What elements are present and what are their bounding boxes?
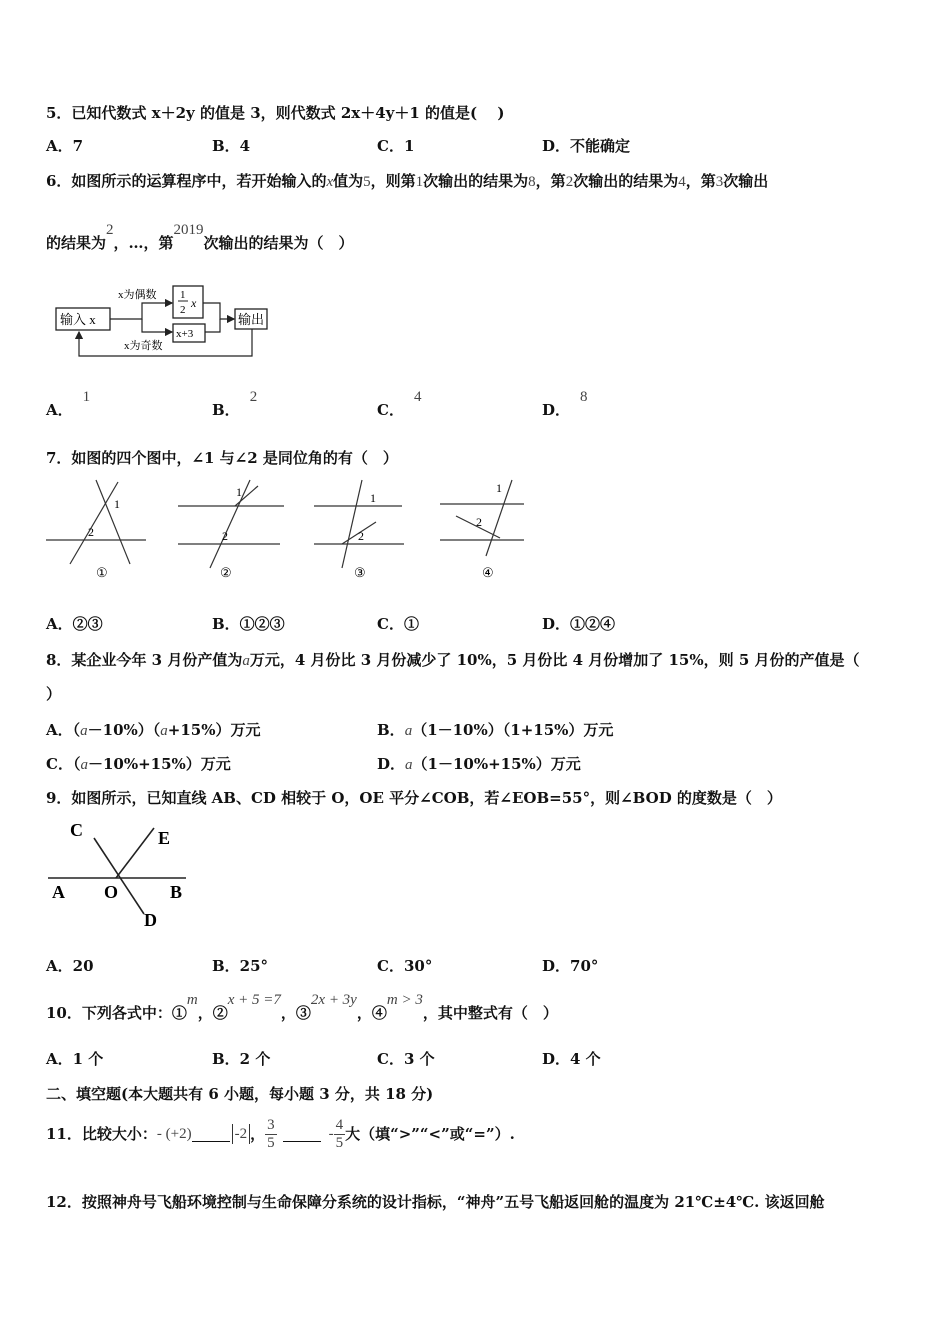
q7-option-d: D．①②④ — [542, 615, 616, 633]
q7-f2-label: ② — [220, 565, 232, 580]
q9-label-c: C — [70, 820, 83, 840]
q7-f4-angle1: 1 — [496, 481, 502, 495]
q10-option-c: C．3 个 — [377, 1050, 435, 1068]
q11-blank-2[interactable] — [283, 1127, 321, 1142]
q7-f3-angle2: 2 — [358, 529, 364, 543]
q7-f1-label: ① — [96, 565, 108, 580]
flow-half-box — [173, 286, 203, 318]
flow-even-arrow — [110, 303, 172, 319]
q11-expr-2: -2 — [232, 1124, 251, 1144]
q7-option-a: A．②③ — [46, 615, 103, 633]
q11-expr-1: - (+2) — [156, 1126, 192, 1142]
q9-label-b: B — [170, 882, 183, 902]
q7-f3-angle1: 1 — [370, 491, 376, 505]
flow-loop-arrow — [79, 329, 252, 356]
q6-flowchart — [52, 282, 278, 360]
q11-fraction-1: $\frac{3}{5}$ — [267, 1116, 275, 1151]
q9-label-d: D — [144, 910, 157, 930]
q8-option-b: B．a（1－10%）（1+15%）万元 — [377, 721, 614, 739]
q7-f1-angle1: 1 — [114, 497, 120, 511]
q6-option-c: C．4 — [377, 389, 422, 419]
flow-merge-bottom — [205, 319, 220, 332]
flow-output-label: 输出 — [238, 312, 265, 327]
q5-option-b: B．4 — [212, 137, 251, 155]
q10-stem: 10．下列各式中：①m，②x + 5 =7，③2x + 3y，④m > 3，其中整式有（ ） — [46, 992, 558, 1022]
q6-option-d: D．8 — [542, 389, 588, 419]
q7-f1-angle2: 2 — [88, 525, 94, 539]
q10-option-d: D．4 个 — [542, 1050, 601, 1068]
q6-stem-line2: 的结果为2，…，第2019次输出的结果为（ ） — [46, 222, 354, 252]
q7-figure-4 — [440, 480, 524, 580]
q5-option-d: D．不能确定 — [542, 137, 631, 155]
q6-option-a: A．1 — [46, 389, 91, 419]
q8-var-a: a — [242, 653, 250, 669]
flow-odd-arrow — [142, 319, 172, 332]
flow-input-label: 输入 x — [60, 312, 96, 327]
flow-odd-label: x为奇数 — [124, 340, 163, 352]
q9-line-cd — [94, 838, 144, 914]
q7-f4-label: ④ — [482, 565, 494, 580]
q10-expr-4: m > 3 — [386, 992, 423, 1008]
q9-label-o: O — [104, 882, 119, 902]
q11-blank-1[interactable] — [192, 1127, 230, 1142]
q8-stem: 8．某企业今年 3 月份产值为a万元，4 月份比 3 月份减少了 10%，5 月份比 4 月份增加了 15%，则 5 月份的产值是（ — [46, 651, 860, 669]
q8-stem-line2: ） — [46, 685, 62, 703]
q6-var-x: x — [326, 174, 334, 190]
q7-f2-angle2: 2 — [222, 529, 228, 543]
section2-title: 二、填空题(本大题共有 6 小题，每小题 3 分，共 18 分) — [46, 1085, 434, 1103]
q7-figure-1 — [46, 480, 146, 580]
q9-option-c: C．30° — [377, 957, 433, 975]
q6-stem: 6．如图所示的运算程序中，若开始输入的x值为5，则第1次输出的结果为8，第2次输出的结果为4，第3次输出 — [46, 172, 769, 190]
flow-even-label: x为偶数 — [118, 289, 157, 301]
q9-option-a: A．20 — [46, 957, 94, 975]
q11-stem: 11．比较大小： - (+2) -2 ， $\frac{3}{5}$ - $\frac{4}{5}$ 大（填“>”“<”或“=”）. — [46, 1116, 515, 1151]
flow-merge-top — [203, 303, 234, 319]
flow-half-den: 2 — [180, 304, 186, 316]
q12-stem: 12．按照神舟号飞船环境控制与生命保障分系统的设计指标，“神舟”五号飞船返回舱的温度为 21℃±4℃. 该返回舱 — [46, 1193, 825, 1211]
q7-option-c: C．① — [377, 615, 419, 633]
q5-stem: 5．已知代数式 x＋2y 的值是 3，则代数式 2x＋4y＋1 的值是( ) — [46, 104, 505, 122]
q9-label-a: A — [52, 882, 65, 902]
q8-option-d: D．a（1－10%+15%）万元 — [377, 755, 581, 773]
q7-figure-3 — [314, 480, 404, 580]
q6-option-b: B．2 — [212, 389, 258, 419]
flow-plus3-label: x+3 — [176, 328, 194, 340]
flow-half-num: 1 — [180, 289, 186, 301]
q9-label-e: E — [158, 828, 171, 848]
flow-half-x: x — [191, 296, 197, 310]
q7-stem: 7．如图的四个图中，∠1 与∠2 是同位角的有（ ） — [46, 449, 398, 467]
q10-option-b: B．2 个 — [212, 1050, 271, 1068]
q7-figure-2 — [178, 480, 284, 580]
q9-option-b: B．25° — [212, 957, 269, 975]
q5-option-c: C．1 — [377, 137, 415, 155]
q9-stem: 9．如图所示，已知直线 AB、CD 相较于 O，OE 平分∠COB，若∠EOB=55°，则∠BOD 的度数是（ ） — [46, 789, 782, 807]
q10-expr-3: 2x + 3y — [310, 992, 357, 1008]
q7-figures — [40, 474, 550, 584]
q5-option-a: A．7 — [46, 137, 84, 155]
q10-expr-1: m — [186, 992, 198, 1008]
q10-option-a: A．1 个 — [46, 1050, 104, 1068]
q7-f4-angle2: 2 — [476, 515, 482, 529]
q9-option-d: D．70° — [542, 957, 599, 975]
q9-figure — [44, 818, 194, 930]
q7-option-b: B．①②③ — [212, 615, 285, 633]
q8-option-c: C．（a－10%+15%）万元 — [46, 755, 231, 773]
q11-fraction-2: $\frac{4}{5}$ — [335, 1116, 344, 1151]
q8-option-a: A．（a－10%）（a+15%）万元 — [46, 721, 261, 739]
q7-f2-angle1: 1 — [236, 485, 242, 499]
q10-expr-2: x + 5 =7 — [227, 992, 281, 1008]
q9-ray-oe — [116, 828, 154, 878]
q7-f3-label: ③ — [354, 565, 366, 580]
